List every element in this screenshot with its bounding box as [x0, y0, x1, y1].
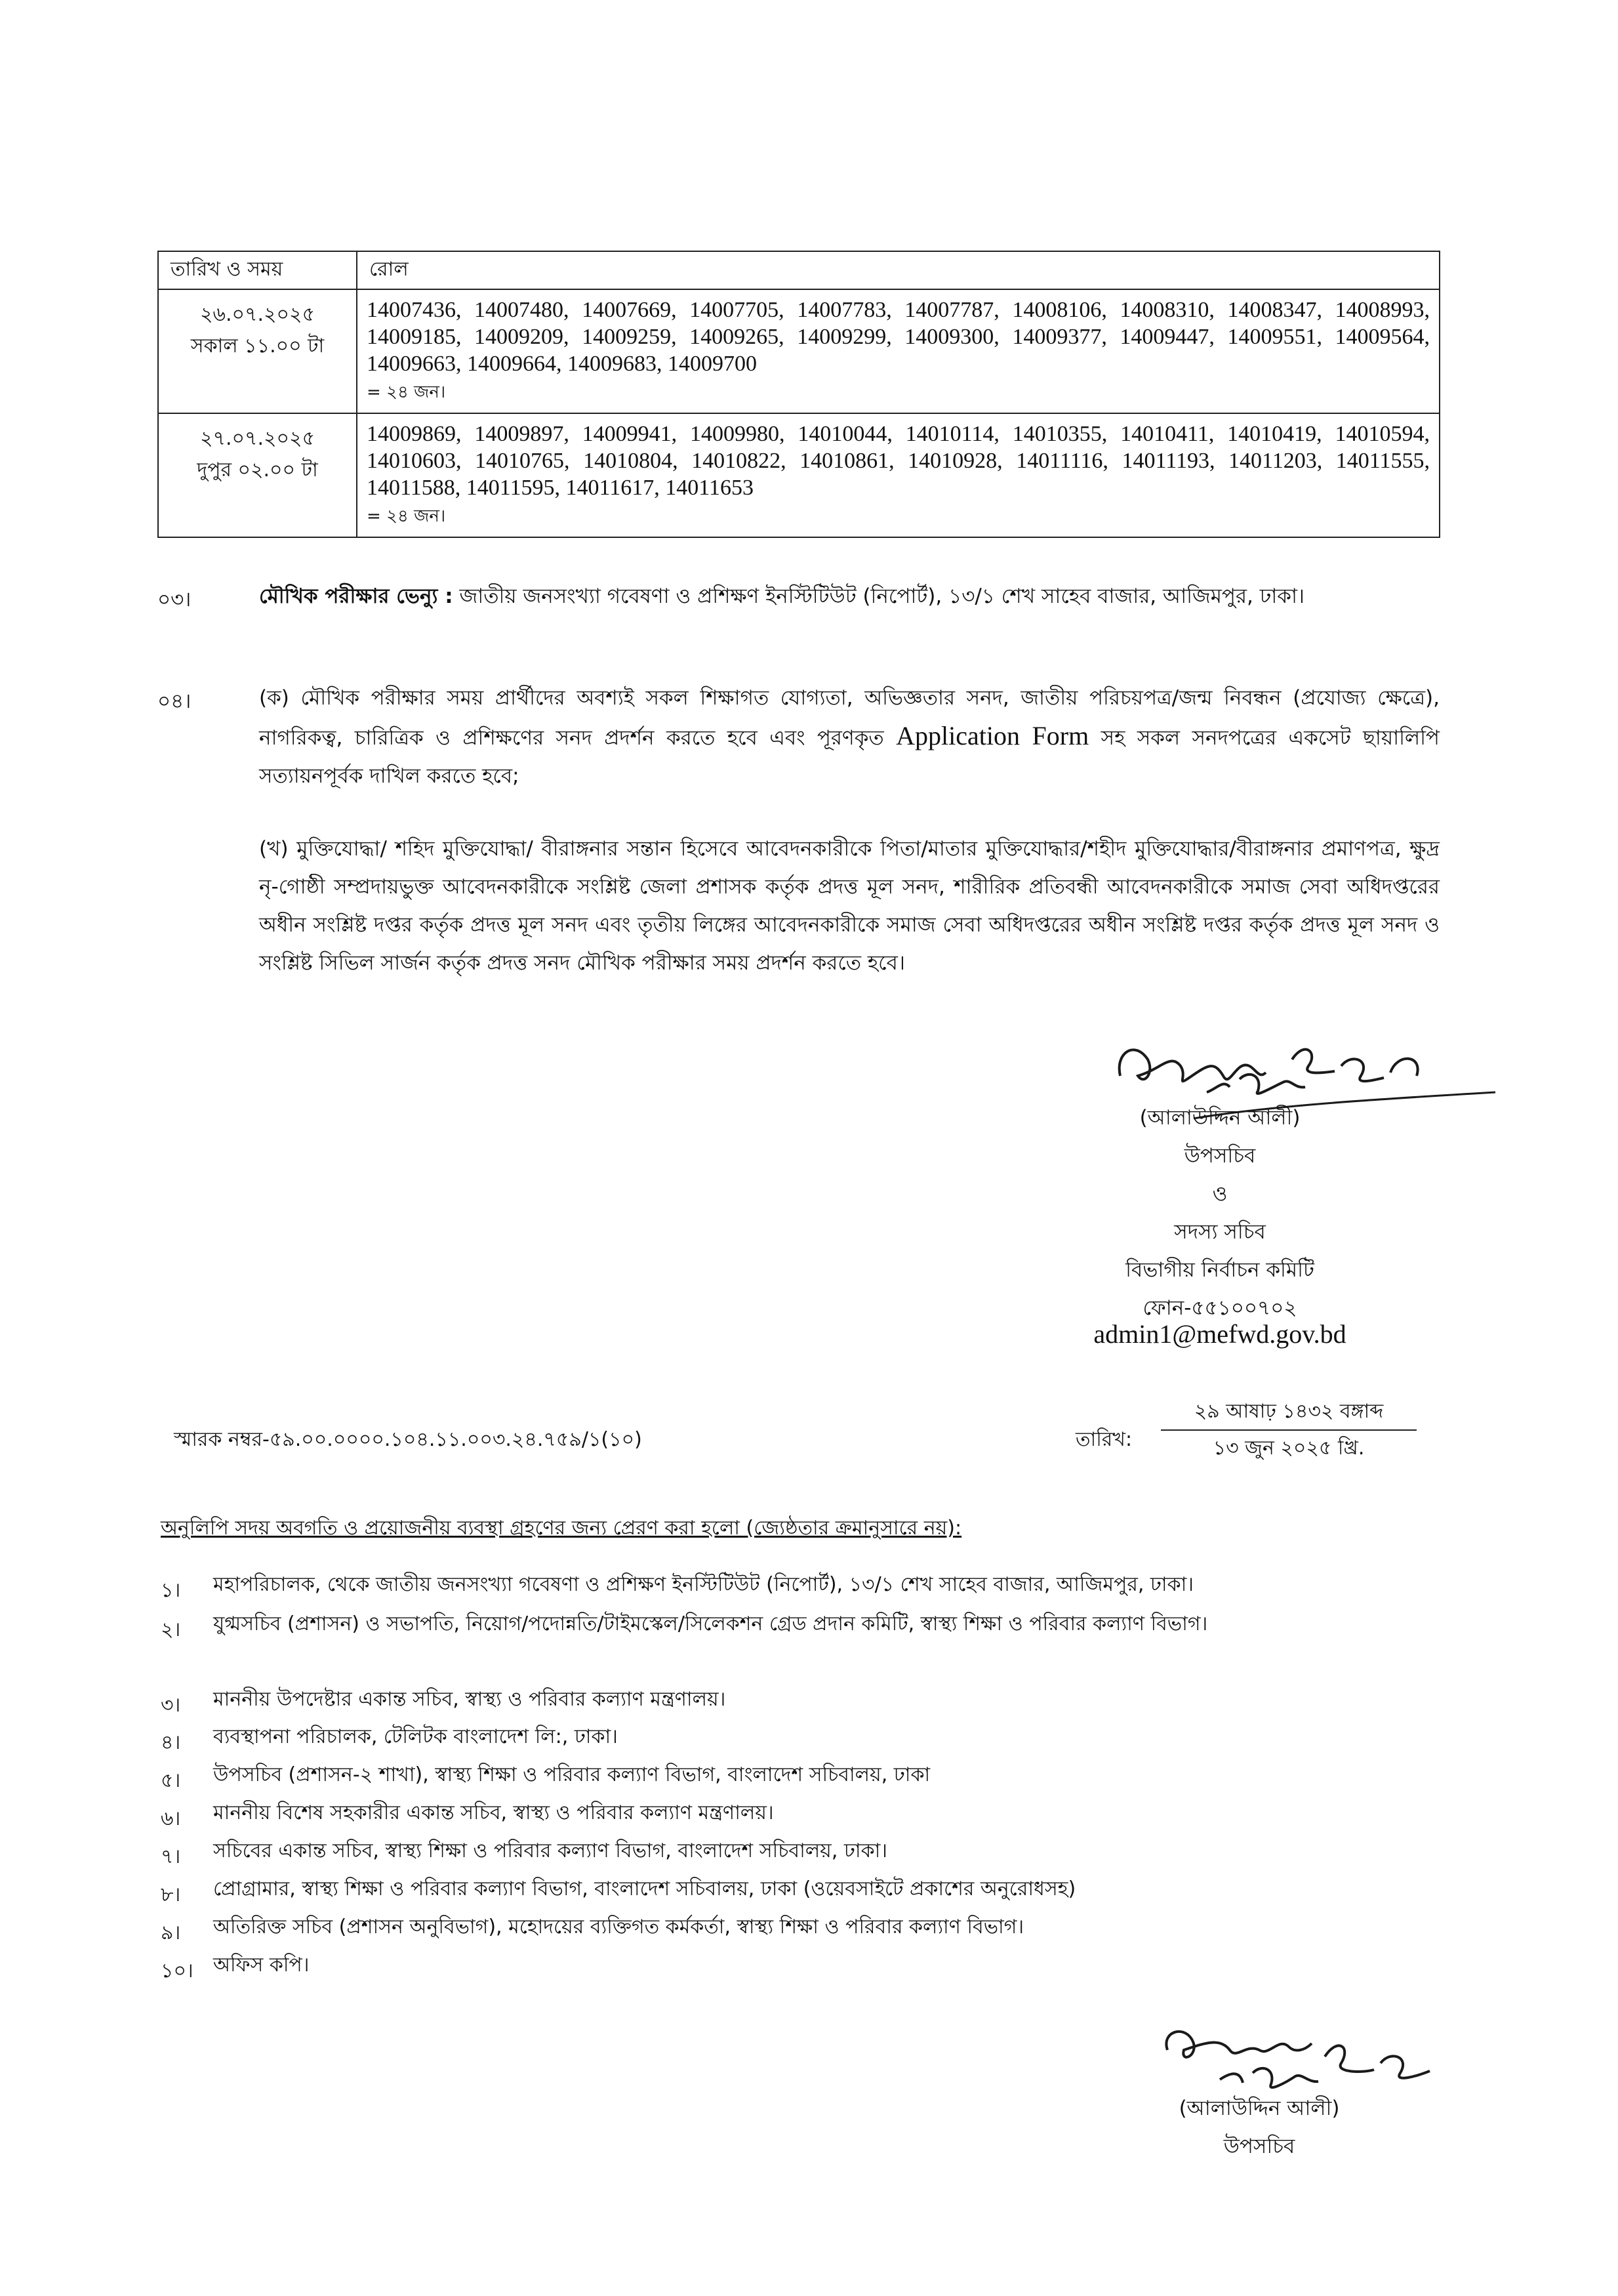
application-form-text: Application Form: [896, 721, 1089, 750]
memo-number: স্মারক নম্বর-৫৯.০০.০০০০.১০৪.১১.০০৩.২৪.৭৫৯/১(১০): [174, 1428, 642, 1451]
copy-number: ৩।: [161, 1694, 181, 1717]
row-time: দুপুর ০২.০০ টা: [197, 459, 318, 482]
copy-item: মাননীয় উপদেষ্টার একান্ত সচিব, স্বাস্থ্য ও পরিবার কল্যাণ মন্ত্রণালয়।: [213, 1688, 726, 1711]
memo-date-block: [1161, 1394, 1417, 1466]
signatory-title: উপসচিব: [1223, 2135, 1295, 2158]
copy-number: ৯।: [161, 1921, 181, 1944]
table-header-row: [158, 251, 1440, 289]
paragraph-b-text: (খ) মুক্তিযোদ্ধা/ শহিদ মুক্তিযোদ্ধা/ বীরাঙ্গনার সন্তান হিসেবে আবেদনকারীকে পিতা/মাতার মুক্তিযোদ্ধার/শহীদ মুক্তিযোদ্ধার/বীরাঙ্গনার প্রমাণপত্র, ক্ষুদ্র নৃ-গোষ্ঠী সম্প্রদায়ভুক্ত আবেদনকারীকে সংশ্লিষ্ট জেলা প্রশাসক কর্তৃক প্রদত্ত মূল সনদ, শারীরিক প্রতিবন্ধী আবেদনকারীকে সমাজ সেবা অধিদপ্তরের অধীন সংশ্লিষ্ট দপ্তর কর্তৃক প্রদত্ত মূল সনদ এবং তৃতীয় লিঙ্গের আবেদনকারীকে সমাজ সেবা অধিদপ্তরের অধীন সংশ্লিষ্ট দপ্তর কর্তৃক প্রদত্ত মূল সনদ ও সংশ্লিষ্ট সিভিল সার্জন কর্তৃক প্রদত্ত সনদ মৌখিক পরীক্ষার সময় প্রদর্শন করতে হবে।: [259, 837, 1440, 975]
copy-number: ২।: [161, 1618, 181, 1641]
row-date: ২৬.০৭.২০২৫: [199, 303, 315, 326]
roll-table: [157, 251, 1440, 538]
copy-number: ৪।: [161, 1731, 181, 1754]
copy-item: মহাপরিচালক, থেকে জাতীয় জনসংখ্যা গবেষণা ও প্রশিক্ষণ ইনস্টিটিউট (নিপোর্ট), ১৩/১ শেখ সাহেব বাজার, আজিমপুর, ঢাকা।: [213, 1573, 1194, 1596]
copies-heading: অনুলিপি সদয় অবগতি ও প্রয়োজনীয় ব্যবস্থা গ্রহণের জন্য প্রেরণ করা হলো (জ্যেষ্ঠতার ক্রমানুসারে নয়):: [161, 1517, 962, 1540]
paragraph-b: [259, 830, 1440, 982]
venue-label: মৌখিক পরীক্ষার ভেন্যু :: [259, 584, 453, 608]
copy-item: অতিরিক্ত সচিব (প্রশাসন অনুবিভাগ), মহোদয়ের ব্যক্তিগত কর্মকর্তা, স্বাস্থ্য শিক্ষা ও পরিবার কল্যাণ বিভাগ।: [213, 1916, 1024, 1938]
copy-number: ৬।: [161, 1807, 181, 1830]
memo-date-english: ১৩ জুন ২০২৫ খ্রি.: [1213, 1437, 1365, 1460]
copy-item: প্রোগ্রামার, স্বাস্থ্য শিক্ষা ও পরিবার কল্যাণ বিভাগ, বাংলাদেশ সচিবালয়, ঢাকা (ওয়েবসাইটে প্রকাশের অনুরোধসহ): [213, 1877, 1076, 1900]
signatory-name: (আলাউদ্দিন আলী): [1139, 1106, 1301, 1130]
memo-date-bangla: ২৯ আষাঢ় ১৪৩২ বঙ্গাব্দ: [1161, 1394, 1417, 1431]
signatory-role: সদস্য সচিব: [1174, 1220, 1266, 1244]
signatory-committee: বিভাগীয় নির্বাচন কমিটি: [1125, 1258, 1314, 1282]
signatory-email[interactable]: admin1@mefwd.gov.bd: [1093, 1319, 1346, 1349]
copy-item: যুগ্মসচিব (প্রশাসন) ও সভাপতি, নিয়োগ/পদোন্নতি/টাইমস্কেল/সিলেকশন গ্রেড প্রদান কমিটি, স্বাস্থ্য শিক্ষা ও পরিবার কল্যাণ বিভাগ।: [213, 1612, 1208, 1635]
row-rolls-cell: [357, 289, 1440, 413]
copy-number: ৭।: [161, 1845, 181, 1868]
item-number: ০৩।: [157, 588, 192, 611]
copy-item: অফিস কপি।: [213, 1954, 310, 1977]
memo-date-label: তারিখ:: [1076, 1428, 1133, 1451]
header-roll: রোল: [357, 251, 1440, 289]
copy-number: ১০।: [161, 1959, 193, 1982]
signatory-title: উপসচিব: [1184, 1144, 1256, 1168]
paragraph-a-text: (ক) মৌখিক পরীক্ষার সময় প্রার্থীদের অবশ্যই সকল শিক্ষাগত যোগ্যতা, অভিজ্ঞতার সনদ, জাতীয় পরিচয়পত্র/জন্ম নিবন্ধন (প্রযোজ্য ক্ষেত্রে), নাগরিকত্ব, চারিত্রিক ও প্রশিক্ষণের সনদ প্রদর্শন করতে হবে এবং পূরণকৃত: [259, 686, 1440, 750]
signatory-conjunction: ও: [1212, 1182, 1228, 1206]
row-date: ২৭.০৭.২০২৫: [199, 427, 315, 450]
row-rolls: 14009869, 14009897, 14009941, 14009980, 14010044, 14010114, 14010355, 14010411, 14010419, 14010594, 14010603, 14010765, 14010804, 14010822, 14010861, 14010928, 14011116, 14011193, 14011203, 14011555, 14011588, 14011595, 14011617, 14011653: [367, 422, 1430, 500]
copy-number: ৮।: [161, 1883, 181, 1906]
copy-number: ৫।: [161, 1769, 181, 1792]
paragraph-a: [259, 679, 1440, 795]
row-rolls-cell: [357, 413, 1440, 537]
paragraph-a-text-end: সহ সকল সনদপত্রের একসেট ছায়ালিপি সত্যায়নপূর্বক দাখিল করতে হবে;: [259, 726, 1440, 788]
signature-1-block: [1076, 1099, 1364, 1327]
copy-item: মাননীয় বিশেষ সহকারীর একান্ত সচিব, স্বাস্থ্য ও পরিবার কল্যাণ মন্ত্রণালয়।: [213, 1801, 774, 1824]
copy-number: ১।: [161, 1579, 181, 1602]
row-count: = ২৪ জন।: [367, 506, 446, 526]
signature-2-block: [1115, 2089, 1404, 2165]
table-row: [158, 289, 1440, 413]
copy-item: সচিবের একান্ত সচিব, স্বাস্থ্য শিক্ষা ও পরিবার কল্যাণ বিভাগ, বাংলাদেশ সচিবালয়, ঢাকা।: [213, 1839, 888, 1862]
row-rolls: 14007436, 14007480, 14007669, 14007705, 14007783, 14007787, 14008106, 14008310, 14008347, 14008993, 14009185, 14009209, 14009259, 14009265, 14009299, 14009300, 14009377, 14009447, 14009551, 14009564, 14009663, 14009664, 14009683, 14009700: [367, 298, 1430, 376]
row-count: = ২৪ জন।: [367, 382, 446, 402]
row-date-cell: [158, 413, 357, 537]
row-date-cell: [158, 289, 357, 413]
row-time: সকাল ১১.০০ টা: [190, 335, 325, 358]
header-date-time: তারিখ ও সময়: [158, 251, 357, 289]
item-number: ০৪।: [157, 689, 192, 713]
signatory-phone: ফোন-৫৫১০০৭০২: [1143, 1296, 1297, 1320]
signatory-name: (আলাউদ্দিন আলী): [1179, 2097, 1340, 2120]
venue-paragraph: [259, 577, 1440, 615]
copy-item: ব্যবস্থাপনা পরিচালক, টেলিটক বাংলাদেশ লি:, ঢাকা।: [213, 1725, 618, 1748]
copy-item: উপসচিব (প্রশাসন-২ শাখা), স্বাস্থ্য শিক্ষা ও পরিবার কল্যাণ বিভাগ, বাংলাদেশ সচিবালয়, ঢাকা: [213, 1763, 931, 1786]
venue-text: জাতীয় জনসংখ্যা গবেষণা ও প্রশিক্ষণ ইনস্টিটিউট (নিপোর্ট), ১৩/১ শেখ সাহেব বাজার, আজিমপুর, ঢাকা।: [453, 584, 1305, 608]
table-row: [158, 413, 1440, 537]
